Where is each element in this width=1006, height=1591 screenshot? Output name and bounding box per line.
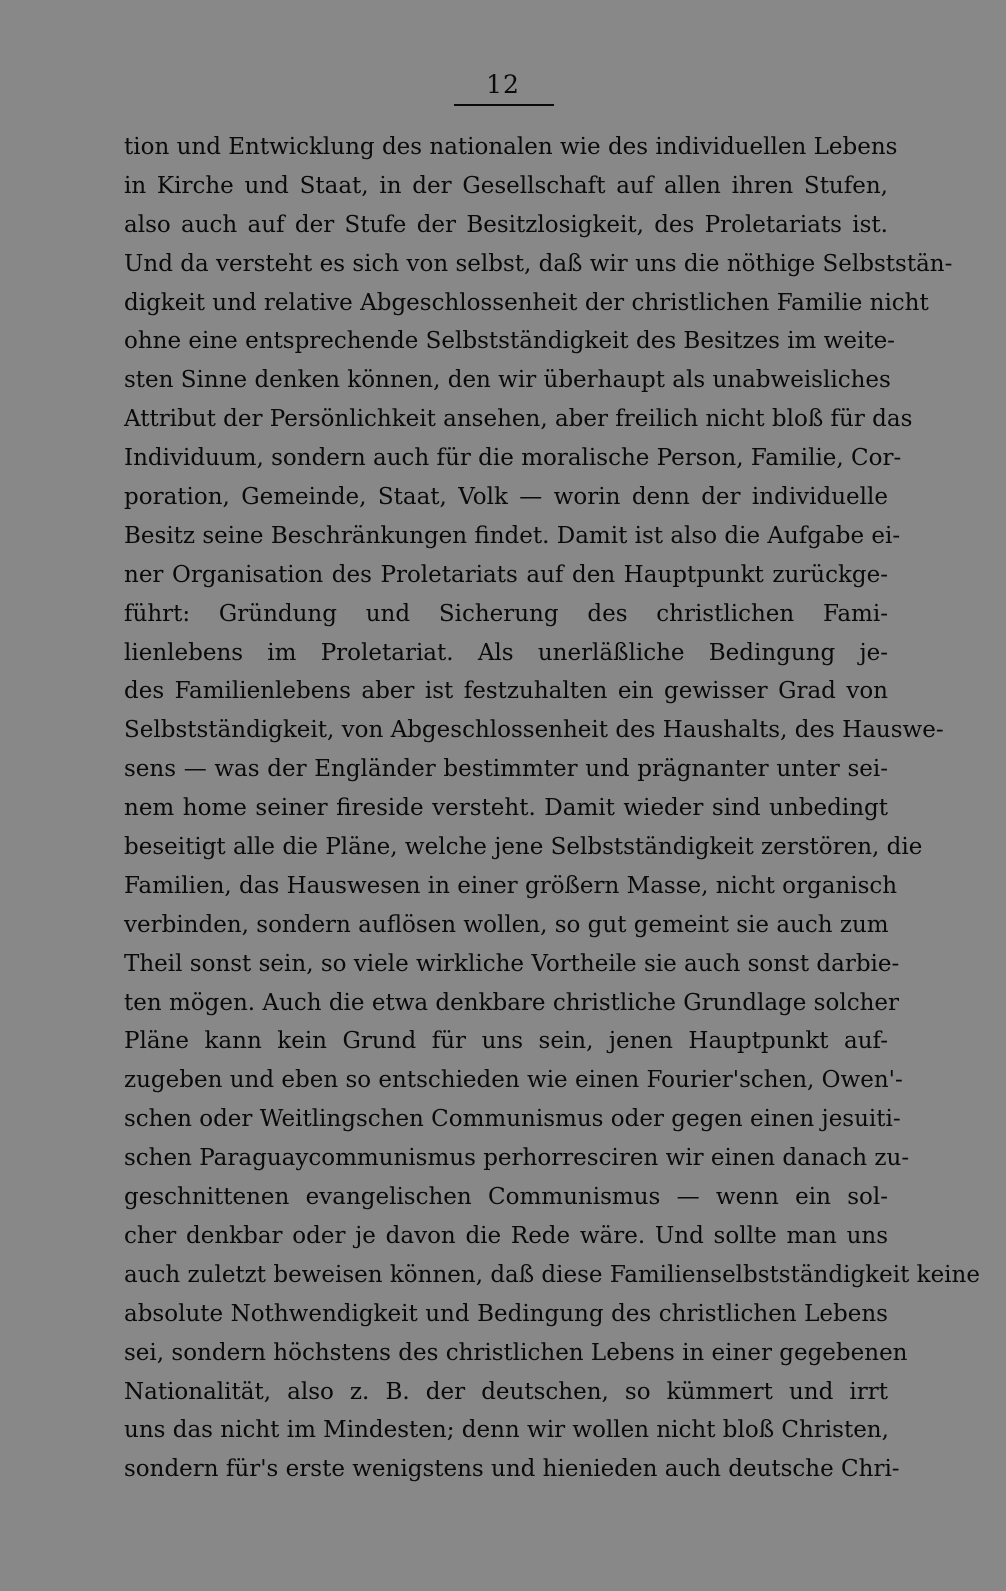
text-line: sten Sinne denken können, den wir überhaupt als unabweisliches [124,367,891,394]
text-line: Familien, das Hauswesen in einer größern Masse, nicht organisch [124,872,898,899]
page-number: 12 [486,70,520,99]
text-line: Theil sonst sein, so viele wirkliche Vortheile sie auch sonst darbie- [124,950,900,977]
text-line: uns das nicht im Mindesten; denn wir wollen nicht bloß Christen, [124,1417,889,1444]
text-line: Und da versteht es sich von selbst, daß wir uns die nöthige Selbststän- [124,250,953,277]
text-line: ohne eine entsprechende Selbstständigkeit des Besitzes im weite- [124,328,895,355]
text-line: digkeit und relative Abgeschlossenheit der christlichen Familie nicht [124,289,929,316]
text-line: also auch auf der Stufe der Besitzlosigkeit, des Proletariats ist. [124,211,888,238]
text-line: Nationalität, also z. B. der deutschen, so kümmert und irrt [124,1378,888,1405]
text-line: Besitz seine Beschränkungen findet. Damit ist also die Aufgabe ei- [124,522,901,549]
text-line: Individuum, sondern auch für die moralische Person, Familie, Cor- [124,445,902,472]
text-line: lienlebens im Proletariat. Als unerläßliche Bedingung je- [124,639,888,666]
text-line: führt: Gründung und Sicherung des christlichen Fami- [124,600,888,627]
header-rule [454,104,554,106]
text-line: geschnittenen evangelischen Communismus — wenn ein sol- [124,1184,888,1211]
text-line: in Kirche und Staat, in der Gesellschaft auf allen ihren Stufen, [124,172,888,199]
text-line: ten mögen. Auch die etwa denkbare christliche Grundlage solcher [124,989,899,1016]
text-line: beseitigt alle die Pläne, welche jene Selbstständigkeit zerstören, die [124,834,923,861]
text-line: sondern für's erste wenigstens und hienieden auch deutsche Chri- [124,1456,900,1483]
text-line: sei, sondern höchstens des christlichen Lebens in einer gegebenen [124,1339,908,1366]
text-line: sens — was der Engländer bestimmter und prägnanter unter sei- [124,756,888,783]
text-line: des Familienlebens aber ist festzuhalten ein gewisser Grad von [124,678,888,705]
text-line: Pläne kann kein Grund für uns sein, jenen Hauptpunkt auf- [124,1028,888,1055]
text-line: absolute Nothwendigkeit und Bedingung des christlichen Lebens [124,1300,888,1327]
text-line: zugeben und eben so entschieden wie einen Fourier'schen, Owen'- [124,1067,903,1094]
body-text [124,128,980,1489]
text-line: nem home seiner fireside versteht. Damit wieder sind unbedingt [124,795,888,822]
text-line: schen oder Weitlingschen Communismus oder gegen einen jesuiti- [124,1106,901,1133]
text-line: tion und Entwicklung des nationalen wie des individuellen Lebens [124,134,898,160]
text-line: poration, Gemeinde, Staat, Volk — worin denn der individuelle [124,484,888,511]
text-line: auch zuletzt beweisen können, daß diese Familienselbstständigkeit keine [124,1261,980,1288]
text-line: verbinden, sondern auflösen wollen, so gut gemeint sie auch zum [124,911,889,938]
text-line: Attribut der Persönlichkeit ansehen, aber freilich nicht bloß für das [124,406,913,433]
text-line: schen Paraguaycommunismus perhorresciren wir einen danach zu- [124,1145,910,1172]
text-line: ner Organisation des Proletariats auf den Hauptpunkt zurückge- [124,561,888,588]
text-line: cher denkbar oder je davon die Rede wäre. Und sollte man uns [124,1222,888,1249]
text-line: Selbstständigkeit, von Abgeschlossenheit des Haushalts, des Hauswe- [124,717,944,744]
